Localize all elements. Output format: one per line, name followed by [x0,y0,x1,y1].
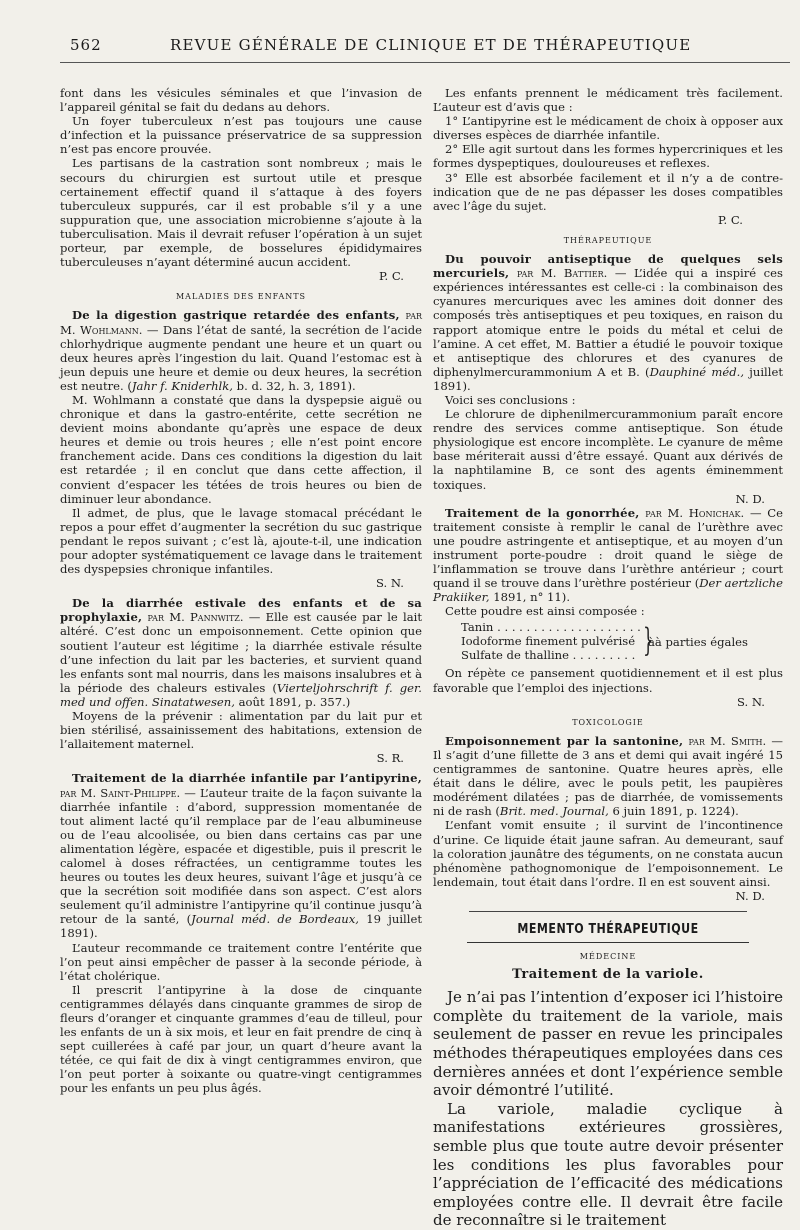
citation-detail: b. d. 32, h. 3, 1891). [232,378,356,393]
list-item: 2° Elle agit surtout dans les formes hypercriniques et les formes dyspeptiques, douloureuses et reflexes. [433,142,783,171]
article-smith [433,734,783,819]
article-text: — Dans l’état de santé, la secrétion de l’acide chlorhydrique augmente pendant une heure et un quart ou deux heures après l’ingestion du lait. Quand l’estomac est à jeun depuis une heure et demie ou deux heures, la secrétion est neutre. ( [60,322,422,393]
paragraph: Le chlorure de diphenilmercurammonium paraît encore rendre des services comme antiseptique. Son étude physiologique est encore incomplète. Le cyanure de même base mériterait aussi d’être essayé. Quant aux dérivés de la naphtilamine B, ce sont des agents éminemment toxiques. [433,407,783,492]
formula-item: Tanin . . . . . . . . . . . . . . . . . . . . [461,620,641,635]
paragraph: Cette poudre est ainsi composée : [445,604,645,619]
formula-proportion: àà parties égales [648,635,748,650]
brace-icon: } [643,621,654,660]
paragraph: Il admet, de plus, que le lavage stomacal précédant le repos a pour effet d’augmenter la secrétion du suc gastrique pendant le repos suivant ; c’est là, ajoute-t-il, une indication pour adopter systématiquement ce lavage dans le traitement des dyspepsies chronique infantiles. [60,505,422,577]
paragraph: L’enfant vomit ensuite ; il survint de l’incontinence d’urine. Ce liquide était jaune safran. Au demeurant, sauf la coloration jaunâtre des téguments, on ne constata aucun phénomène pathognomonique de l’empoisonnement. Le lendemain, tout était dans l’ordre. Il en est souvent ainsi. [433,818,783,889]
article-honichak [433,506,783,605]
page-number: 562 [70,36,102,54]
citation: Vierteljohrschrift f. ger. med und offen. Sinatatwesen, [60,680,422,709]
citation-detail: août 1891, p. 357.) [234,694,351,709]
paragraph: Voici ses conclusions : [445,392,576,407]
formula-item: Iodoforme finement pulvérisé [461,634,636,649]
list-item: 3° Elle est absorbée facilement et il n’y a de contre-indication que de ne pas dépasser les doses compatibles avec l’âge du sujet. [433,170,783,213]
article-battier [433,252,783,393]
formula-item: Sulfate de thalline . . . . . . . . . [461,648,636,663]
right-column [433,86,783,1230]
signature: N. D. [735,491,765,506]
citation-detail: 19 juillet 1891). [60,912,422,941]
signature: S. N. [376,576,404,591]
section-heading-therapeutique: THÉRAPEUTIQUE [563,235,653,245]
citation: Brit. med. Journal, [499,804,609,819]
paragraph: Je n’ai pas l’intention d’exposer ici l’histoire complète du traitement de la variole, mais seulement de passer en revue les principales méthodes thérapeutiques employées dans ces dernières années et dont l’expérience semble avoir démontré l’utilité. [433,988,783,1100]
citation: Jahr f. Kniderhlk, [131,378,233,393]
paragraph: font dans les vésicules séminales et que l’invasion de l’appareil génital se fait du dedans au dehors. [60,86,422,115]
header-rule [60,62,790,63]
article-author: par M. Wohlmann. [60,308,422,337]
article-text: — Ce traitement consiste à remplir le canal de l’urèthre avec une poudre astringente et antiseptique, et au moyen d’un instrument porte-poudre : droit quand le siège de l’inflammation se trouve dans l’urèthre antérieur ; court quand il se trouve dans l’urèthre postérieur ( [433,505,784,591]
signature: S. R. [376,751,404,766]
article-title: Du pouvoir antiseptique de quelques sels mercuriels, [433,252,783,281]
article-text: — Elle est causée par le lait altéré. C’est donc un empoisonnement. Cette opinion que soutient l’auteur est légitime ; la diarrhée estivale résulte d’une infection du lait par les bacteries, et survient quand les enfants sont mal nourris, dans les maisons insalubres et à la période des chaleurs estivales ( [60,610,423,695]
article-title: Empoisonnement par la santonine, [445,733,684,748]
citation: Der aertzliche Prakiiker, [433,576,783,605]
article-author: par M. Pannwitz. [147,610,244,625]
memento-subtitle: Traitement de la variole. [512,967,704,983]
citation-detail: 1891, n° 11). [489,590,571,605]
article-author: par M. Saint-Philippe. [60,785,181,800]
article-title: De la digestion gastrique retardée des enfants, [72,308,400,323]
formula-block [433,620,783,664]
page-header [70,36,790,58]
memento-text [433,988,783,1230]
paragraph: Les partisans de la castration sont nombreux ; mais le secours du chirurgien est surtout utile et presque certainement effectif quand il s’attaque à des foyers tuberculeux suppurés, car il est probable s’il y a une suppuration que, une association microbienne s’ajoute à la tuberculisation. Mais il devrait refuser l’opération à un sujet porteur, par exemple, de bosselures épididymaires tuberculeuses n’ayant déterminé aucun accident. [60,156,422,270]
section-heading-maladies: MALADIES DES ENFANTS [175,292,307,302]
section-heading-toxicologie: TOXICOLOGIE [572,717,644,727]
article-author: par M. Honichak. [645,505,745,520]
article-author: par M. Battier. [516,266,608,281]
article-text: — L’auteur traite de la façon suivante la diarrhée infantile : d’abord, suppression momentanée de tout aliment lacté qu’il remplace par de l’eau albumineuse ou de l’eau alcoolisée, ou bien dans certains cas par une alimentation légère, espacée et digestible, puis il prescrit le calomel à doses réfractées, un centigramme toutes les heures ou toutes les deux heures, suivant l’âge et jusqu’à ce que la secrétion soit modifiée dans son aspect. C’est alors seulement qu’il administre l’antipyrine qu’il continue jusqu’à retour de la santé, ( [60,785,422,927]
signature: N. D. [735,888,765,903]
article-title: Traitement de la diarrhée infantile par l’antipyrine, [72,771,422,786]
paragraph: Moyens de la prévenir : alimentation par du lait pur et bien stérilisé, assainissement des habitations, extension de l’allaitement maternel. [60,709,422,752]
paragraph: M. Wohlmann a constaté que dans la dyspepsie aiguë ou chronique et dans la gastro-entérite, cette secrétion ne devient moins abondante qu’après une espace de deux heures et demie ou trois heures ; elle n’est point encore franchement acide. Dans ces conditions la digestion du lait est retardée ; il en conclut que dans cette affection, il convient d’espacer les tétées de trois heures ou bien de diminuer leur abondance. [60,392,422,506]
signature: P. C. [379,269,404,284]
memento-section-heading: MÉDECINE [579,952,637,962]
article-author: par M. Smith. [688,733,767,748]
memento-rule [467,942,749,943]
paragraph: Un foyer tuberculeux n’est pas toujours une cause d’infection et la puissance préservatrice de sa suppression n’est pas encore prouvée. [60,114,422,157]
memento-title: MEMENTO THÉRAPEUTIQUE [517,920,699,937]
paragraph: On répète ce pansement quotidiennement et il est plus favorable que l’emploi des injections. [433,666,783,695]
list-item: 1° L’antipyrine est le médicament de choix à opposer aux diverses espèces de diarrhée infantile. [433,114,783,143]
running-title: REVUE GÉNÉRALE DE CLINIQUE ET DE THÉRAPEUTIQUE [170,36,692,54]
left-column [60,86,422,1096]
section-divider [469,911,747,912]
citation: Dauphiné méd., [649,364,745,379]
article-title: Traitement de la gonorrhée, [445,505,640,520]
citation-detail: juillet 1891). [433,364,783,393]
paragraph: La variole, maladie cyclique à manifestations extérieures grossières, semble plus que toute autre devoir présenter les conditions les plus favorables pour l’appréciation de l’efficacité des médications employées contre elle. Il devrait être facile de reconnaître si le traitement [433,1099,783,1230]
signature: P. C. [718,212,743,227]
article-saint-philippe [60,771,422,940]
article-text: — Il s’agit d’une fillette de 3 ans et demi qui avait ingéré 15 centigrammes de santonine. Quatre heures après, elle était dans le délire, avec le pouls petit, les paupières modérément dilatées ; pas de diarrhée, de vomissements ni de rash ( [433,733,784,819]
paragraph: L’auteur recommande ce traitement contre l’entérite que l’on peut ainsi empêcher de passer à la seconde période, à l’état cholérique. [60,940,422,983]
paragraph: Il prescrit l’antipyrine à la dose de cinquante centigrammes délayés dans cinquante grammes de sirop de fleurs d’oranger et cinquante grammes d’eau de tilleul, pour les enfants de un à six mois, et leur en fait prendre de cinq à sept cuillerées à café par jour, un quart d’heure avant la tétée, ce qui fait de dix à vingt centigrammes environ, que l’on peut porter à soixante ou quatre-vingt centigrammes pour les enfants un peu plus âgés. [60,982,422,1096]
signature: S. N. [737,694,765,709]
article-wohlmann [60,308,422,393]
article-text: — L’idée qui a inspiré ces expériences intéressantes est celle-ci : la combinaison des cyanures mercuriques avec les amines doit donner des composés très antiseptiques et peu toxiques, en raison du rapport atomique entre le poids du métal et celui de l’amine. A cet effet, M. Battier a étudié le pouvoir toxique et antiseptique des chlorures et des cyanures de diphenylmercurammonium A et B. ( [433,266,783,379]
paragraph: Les enfants prennent le médicament très facilement. L’auteur est d’avis que : [433,86,783,115]
article-title: De la diarrhée estivale des enfants et de sa prophylaxie, [60,596,422,625]
article-pannwitz [60,596,422,709]
citation: Journal méd. de Bordeaux, [191,912,359,927]
citation-detail: 6 juin 1891, p. 1224). [608,804,739,819]
